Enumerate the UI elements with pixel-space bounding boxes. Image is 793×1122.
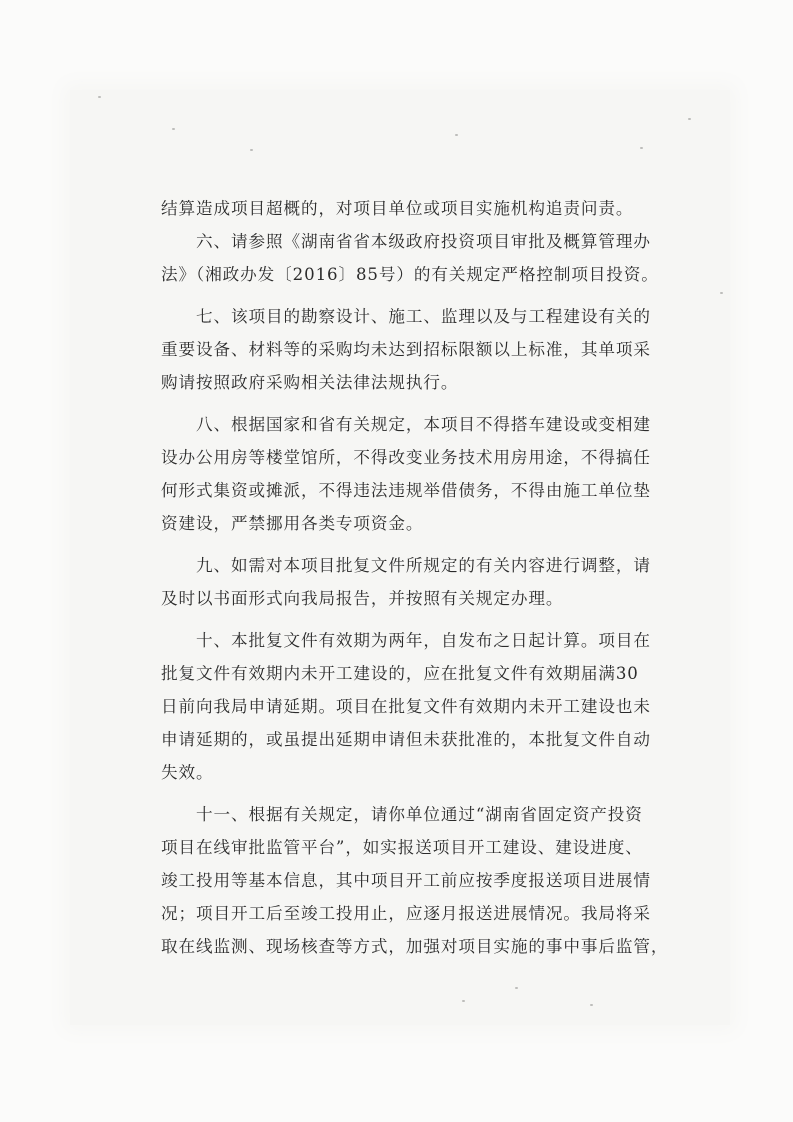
scan-speck xyxy=(462,1000,465,1002)
text-line: 重要设备、材料等的采购均未达到招标限额以上标准，其单项采 xyxy=(161,340,651,359)
text-line: 况；项目开工后至竣工投用止，应逐月报送进展情况。我局将采 xyxy=(161,904,651,923)
text-line: 何形式集资或摊派，不得违法违规举借债务，不得由施工单位垫 xyxy=(161,481,651,500)
text-line: 八、根据国家和省有关规定，本项目不得搭车建设或变相建 xyxy=(161,415,651,434)
document-body xyxy=(161,192,669,963)
text-line: 十、本批复文件有效期为两年，自发布之日起计算。项目在 xyxy=(161,631,651,650)
text-line: 设办公用房等楼堂馆所，不得改变业务技术用房用途，不得搞任 xyxy=(161,448,651,467)
text-line: 批复文件有效期内未开工建设的，应在批复文件有效期届满30 xyxy=(161,664,639,683)
scan-speck xyxy=(640,147,643,149)
text-line: 结算造成项目超概的，对项目单位或项目实施机构追责问责。 xyxy=(161,199,634,218)
scan-speck xyxy=(590,1004,593,1006)
text-line: 失效。 xyxy=(161,763,214,782)
text-line: 日前向我局申请延期。项目在批复文件有效期内未开工建设也未 xyxy=(161,697,651,716)
text-line: 竣工投用等基本信息，其中项目开工前应按季度报送项目进展情 xyxy=(161,871,651,890)
text-line: 及时以书面形式向我局报告，并按照有关规定办理。 xyxy=(161,589,564,608)
scan-speck xyxy=(250,149,253,151)
scan-speck xyxy=(720,292,723,294)
scan-speck xyxy=(515,987,518,989)
text-line: 七、该项目的勘察设计、施工、监理以及与工程建设有关的 xyxy=(161,307,651,326)
scan-speck xyxy=(98,96,101,98)
text-line: 九、如需对本项目批复文件所规定的有关内容进行调整，请 xyxy=(161,556,651,575)
text-line: 十一、根据有关规定，请你单位通过“湖南省固定资产投资 xyxy=(161,805,643,824)
scan-speck xyxy=(172,128,175,130)
text-line: 六、请参照《湖南省省本级政府投资项目审批及概算管理办 xyxy=(161,232,651,251)
scan-speck xyxy=(455,134,458,136)
text-line: 申请延期的，或虽提出延期申请但未获批准的，本批复文件自动 xyxy=(161,730,651,749)
text-line: 法》（湘政办发〔2016〕85号）的有关规定严格控制项目投资。 xyxy=(161,265,659,284)
scan-speck xyxy=(688,118,691,120)
text-line: 资建设，严禁挪用各类专项资金。 xyxy=(161,514,424,533)
text-line: 购请按照政府采购相关法律法规执行。 xyxy=(161,373,459,392)
text-line: 项目在线审批监管平台”，如实报送项目开工建设、建设进度、 xyxy=(161,838,643,857)
text-line: 取在线监测、现场核查等方式，加强对项目实施的事中事后监管， xyxy=(161,937,669,956)
